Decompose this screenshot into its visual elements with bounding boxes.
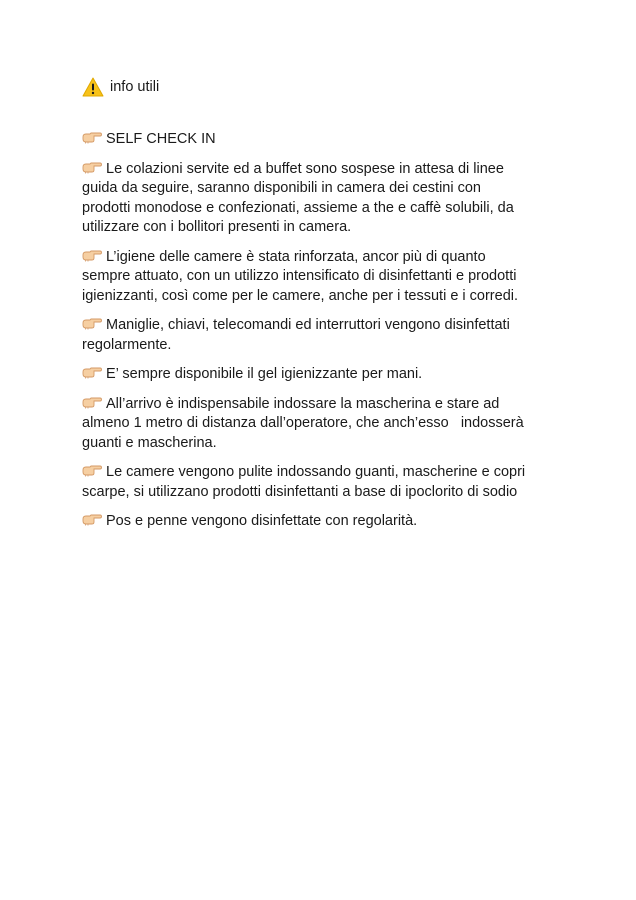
item-text: All’arrivo è indispensabile indossare la mascherina e stare ad almeno 1 metro di distanza dall’operatore, che anch’esso indosserà guanti e mascherina.: [82, 395, 524, 451]
item-text: Maniglie, chiavi, telecomandi ed interruttori vengono disinfettati regolarmente.: [82, 317, 510, 353]
list-item: [82, 365, 562, 385]
list-item: [82, 130, 562, 150]
list-item: [82, 512, 562, 532]
pointing-hand-icon: [82, 130, 102, 144]
pointing-hand-icon: [82, 160, 102, 174]
list-item: [82, 248, 562, 307]
item-text: L’igiene delle camere è stata rinforzata, ancor più di quanto sempre attuato, con un utilizzo intensificato di disinfettanti e prodotti igienizzanti, così come per le camere, anche per i tessuti e i corredi.: [82, 248, 519, 304]
list-item: [82, 160, 562, 238]
pointing-hand-icon: [82, 365, 102, 379]
item-text: Pos e penne vengono disinfettate con regolarità.: [106, 513, 418, 529]
pointing-hand-icon: [82, 463, 102, 477]
header-title: info utili: [110, 79, 160, 95]
item-text: Le colazioni servite ed a buffet sono sospese in attesa di linee guida da seguire, saranno disponibili in camera dei cestini con prodotti monodose e confezionati, assieme a the e caffè solubili, da utilizzare con i bollitori presenti in camera.: [82, 160, 514, 235]
info-list: [82, 130, 562, 532]
list-item: [82, 395, 562, 454]
item-text: Le camere vengono pulite indossando guanti, mascherine e copri scarpe, si utilizzano prodotti disinfettanti a base di ipoclorito di sodio: [82, 464, 526, 500]
pointing-hand-icon: [82, 512, 102, 526]
document-page: [82, 74, 562, 542]
pointing-hand-icon: [82, 395, 102, 409]
info-header: [82, 74, 562, 100]
pointing-hand-icon: [82, 248, 102, 262]
item-text: E’ sempre disponibile il gel igienizzante per mani.: [106, 366, 423, 382]
warning-icon: [82, 77, 104, 97]
list-item: [82, 463, 562, 502]
pointing-hand-icon: [82, 316, 102, 330]
item-text: SELF CHECK IN: [106, 131, 216, 147]
list-item: [82, 316, 562, 355]
